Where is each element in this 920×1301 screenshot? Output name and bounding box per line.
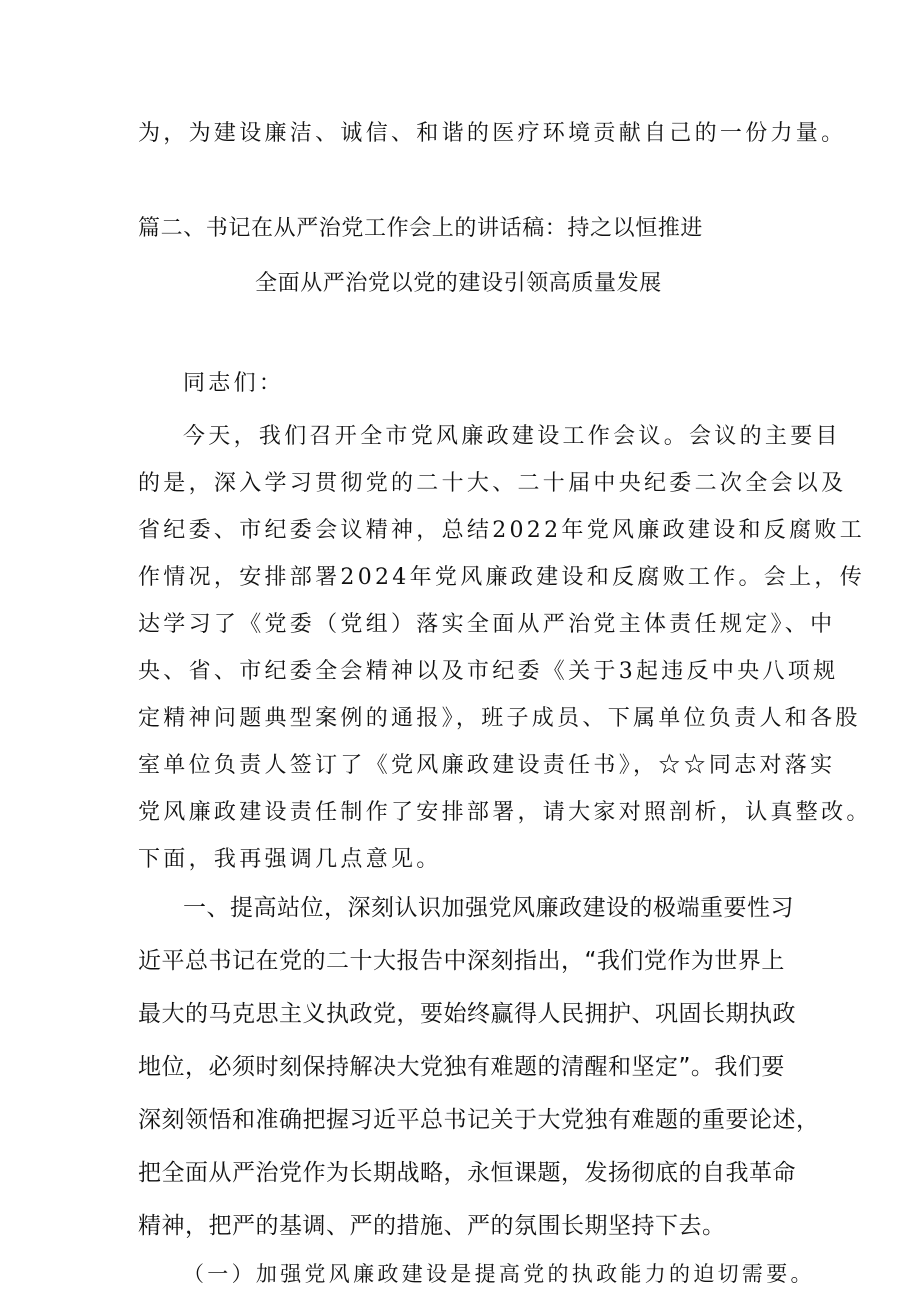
intro-line: 为，为建设廉洁、诚信、和谐的医疗环境贡献自己的一份力量。 [138,121,847,146]
paragraph1-line: 达学习了《党委（党组）落实全面从严治党主体责任规定》、中 [138,612,836,637]
heading-line-1: 篇二、书记在从严治党工作会上的讲话稿：持之以恒推进 [138,216,704,241]
heading-line-2: 全面从严治党以党的建设引领高质量发展 [255,271,662,296]
subsection1-title: （一）加强党风廉政建设是提高党的执政能力的迫切需要。 [183,1262,815,1286]
paragraph1-line: 作情况，安排部署2024年党风廉政建设和反腐败工作。会上，传 [138,565,865,590]
section1-line: 最大的马克思主义执政党，要始终赢得人民拥护、巩固长期执政 [138,1001,796,1027]
salutation: 同志们： [183,371,285,396]
paragraph1-line: 今天，我们召开全市党风廉政建设工作会议。会议的主要目 [183,424,841,449]
paragraph1-line: 的是，深入学习贯彻党的二十大、二十届中央纪委二次全会以及 [138,471,847,496]
section1-line: 精神，把严的基调、严的措施、严的氛围长期坚持下去。 [138,1213,726,1239]
section1-line: 地位，必须时刻保持解决大党独有难题的清醒和坚定”。我们要 [138,1054,785,1080]
paragraph1-line: 党风廉政建设责任制作了安排部署，请大家对照剖析，认真整改。 [138,800,872,825]
section1-line: 一、提高站位，深刻认识加强党风廉政建设的极端重要性习 [183,895,794,921]
paragraph1-line: 省纪委、市纪委会议精神，总结2022年党风廉政建设和反腐败工 [138,518,865,543]
paragraph1-line: 央、省、市纪委全会精神以及市纪委《关于3起违反中央八项规 [138,659,839,684]
section1-line: 深刻领悟和准确把握习近平总书记关于大党独有难题的重要论述， [138,1107,820,1133]
paragraph1-line: 室单位负责人签订了《党风廉政建设责任书》，☆☆同志对落实 [138,753,836,778]
paragraph1-line: 下面，我再强调几点意见。 [138,847,442,872]
section1-line: 近平总书记在党的二十大报告中深刻指出，“我们党作为世界上 [138,948,785,974]
section1-line: 把全面从严治党作为长期战略，永恒课题，发扬彻底的自我革命 [138,1160,796,1186]
paragraph1-line: 定精神问题典型案例的通报》，班子成员、下属单位负责人和各股 [138,706,861,731]
